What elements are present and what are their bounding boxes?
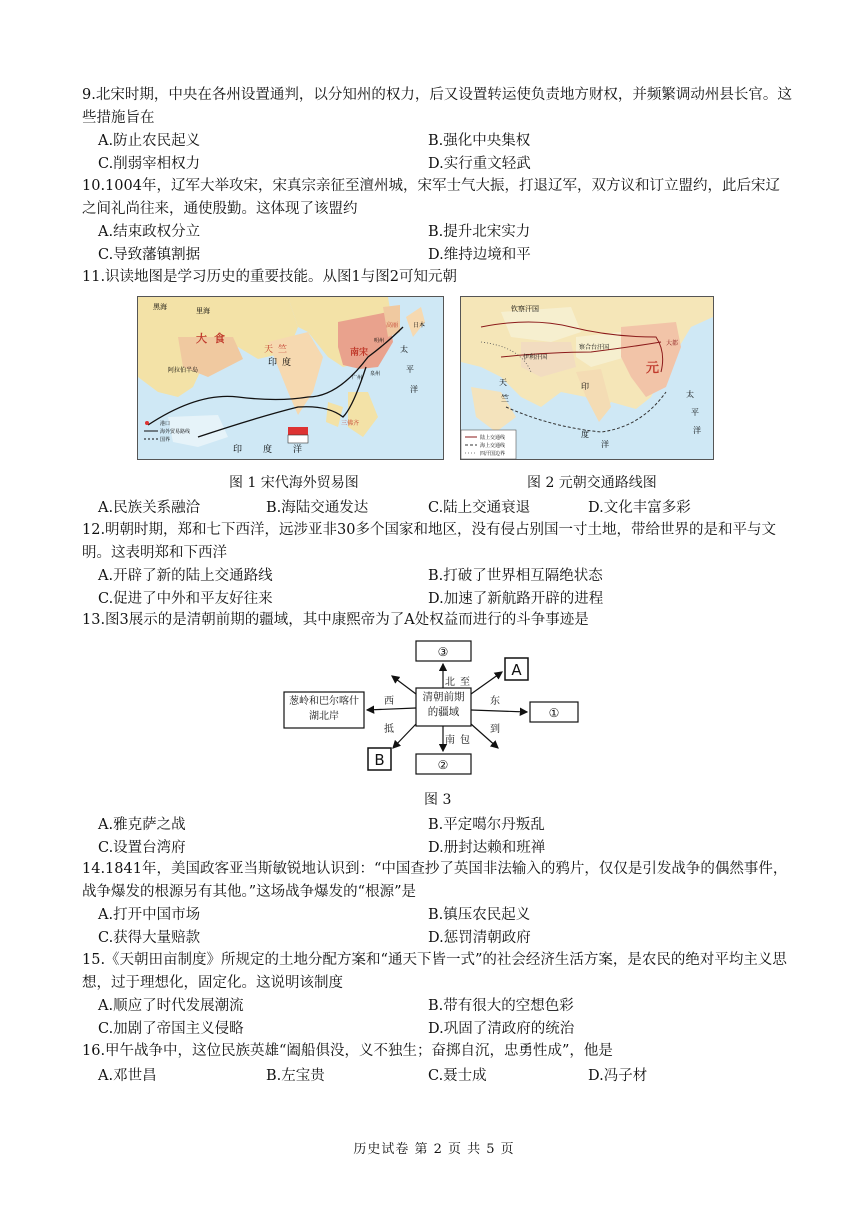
fig1-label-arabia: 阿拉伯半岛 [168,367,199,374]
box-a-label: A [511,661,522,679]
q16-option-c[interactable]: C.聂士成 [428,1068,487,1084]
q12-option-d[interactable]: D.加速了新航路开辟的进程 [428,591,604,607]
qing-territory-diagram [280,636,580,782]
fig1-label-dashi-2: 食 [214,332,225,345]
fig1-label-zhu: 竺 [278,345,288,355]
q12-option-c[interactable]: C.促进了中外和平友好往来 [98,591,273,607]
q9-option-d[interactable]: D.实行重文轻武 [428,156,531,172]
question-11-stem: 11.识读地图是学习历史的重要技能。从图1与图2可知元朝 [82,269,458,285]
west-box-label: 葱岭和巴尔喀什湖北岸 [289,696,359,722]
song-trade-map-graphic [138,297,443,459]
fig1-label-goryeo: 高丽 [386,322,399,329]
fig2-label-yang: 洋 [601,440,609,449]
fig1-label-yin: 印 [268,358,278,368]
q13-option-a[interactable]: A.雅克萨之战 [98,817,186,833]
q14-option-c[interactable]: C.获得大量赔款 [98,930,201,946]
fig2-label-golden-horde: 钦察汗国 [511,305,539,313]
fig1-label-japan: 日本 [413,322,426,329]
fig1-label-ping: 平 [406,365,414,374]
fig1-label-caspian: 里海 [196,307,210,315]
fig1-legend-route: 海外贸易路线 [160,429,191,435]
fig1-label-tian: 天 [264,345,274,355]
dir-south-label: 南包 [445,735,475,745]
fig1-label-tai: 太 [400,345,408,354]
fig2-label-yin: 印 [581,382,589,391]
fig1-label-southern-song: 南宋 [350,348,369,358]
q13-option-c[interactable]: C.设置台湾府 [98,840,186,856]
fig1-label-du: 度 [282,358,292,368]
dir-north-label: 北至 [445,677,475,687]
q15-option-c[interactable]: C.加剧了帝国主义侵略 [98,1021,244,1037]
question-16-stem: 16.甲午战争中，这位民族英雄“阖船俱没，义不独生；奋掷自沉，忠勇性成”，他是 [82,1043,613,1059]
fig1-label-ocean-du: 度 [263,445,273,455]
dir-west-label: 西抵 [384,696,394,734]
fig2-label-tai: 太 [686,390,694,399]
q9-option-c[interactable]: C.削弱宰相权力 [98,156,201,172]
q13-option-d[interactable]: D.册封达赖和班禅 [428,840,546,856]
q10-option-d[interactable]: D.维持边境和平 [428,247,531,263]
fig2-label-pacific-yang: 洋 [693,426,701,435]
fig1-label-quanzhou: 泉州 [370,371,381,377]
q15-option-d[interactable]: D.巩固了清政府的统治 [428,1021,575,1037]
yuan-transport-map-graphic [461,297,713,459]
question-12-stem: 12.明朝时期，郑和七下西洋，远涉亚非30多个国家和地区，没有侵占别国一寸土地，带给世界的是和平与文明。这表明郑和下西洋 [82,522,777,561]
fig2-label-du: 度 [581,430,589,439]
fig2-label-dadu: 大都 [666,340,679,347]
fig1-label-ocean-yin: 印 [233,445,243,455]
fig1-label-mingzhou: 明州 [374,338,385,344]
question-15-stem: 15.《天朝田亩制度》所规定的土地分配方案和“通天下皆一式”的社会经济生活方案，是农民的绝对平均主义思想，过于理想化，固定化。这说明该制度 [82,952,787,991]
fig2-label-ping: 平 [691,408,699,417]
figure1-caption: 图 1 宋代海外贸易图 [229,475,359,491]
q16-option-d[interactable]: D.冯子材 [588,1068,648,1084]
q11-option-d[interactable]: D.文化丰富多彩 [588,500,691,516]
fig1-legend-port: 港口 [160,421,171,427]
fig2-legend-khanate: 四汗国边界 [480,451,506,457]
box-2-label: ② [437,758,449,772]
fig2-label-yuan: 元 [646,361,660,376]
q11-option-c[interactable]: C.陆上交通衰退 [428,500,531,516]
fig1-label-dashi-1: 大 [196,332,207,345]
fig1-label-srivijaya: 三佛齐 [341,420,360,427]
box-3-label: ③ [437,645,449,659]
q16-option-b[interactable]: B.左宝贵 [266,1068,325,1084]
q15-option-b[interactable]: B.带有很大的空想色彩 [428,998,574,1014]
fig1-label-guangzhou: 广州 [352,375,363,381]
fig2-label-fang: 竺 [501,394,509,403]
fig2-legend-land: 陆上交通线 [480,435,506,441]
box-1-label: ① [548,706,560,720]
dir-east-label: 东到 [490,696,500,734]
q9-option-a[interactable]: A.防止农民起义 [98,133,201,149]
yuan-transport-map [460,296,714,460]
figure3-caption: 图 3 [424,792,452,808]
song-trade-map [137,296,444,460]
fig2-label-chagatai: 察合台汗国 [579,344,610,351]
q9-option-b[interactable]: B.强化中央集权 [428,133,531,149]
question-14-stem: 14.1841年，美国政客亚当斯敏锐地认识到：“中国查抄了英国非法输入的鸦片，仅仅是引发战争的偶然事件，战争爆发的根源另有其他。”这场战争爆发的“根源”是 [82,861,788,900]
center-label: 清朝前期的疆域 [422,691,465,718]
fig2-label-tian: 天 [499,378,507,387]
fig1-label-black-sea: 黑海 [153,303,167,311]
fig1-legend-border: 国界 [160,437,171,443]
q12-option-a[interactable]: A.开辟了新的陆上交通路线 [98,568,273,584]
q14-option-a[interactable]: A.打开中国市场 [98,907,201,923]
page-footer: 历史试卷 第 2 页 共 5 页 [353,1142,515,1157]
fig2-label-ilkhanate: 伊利汗国 [523,354,548,361]
fig1-label-ocean-yang: 洋 [293,445,303,455]
q12-option-b[interactable]: B.打破了世界相互隔绝状态 [428,568,603,584]
q13-option-b[interactable]: B.平定噶尔丹叛乱 [428,817,545,833]
question-13-stem: 13.图3展示的是清朝前期的疆域，其中康熙帝为了A处权益而进行的斗争事迹是 [82,612,589,628]
q10-option-b[interactable]: B.提升北宋实力 [428,224,531,240]
box-b-label: B [374,751,385,769]
q10-option-c[interactable]: C.导致藩镇割据 [98,247,201,263]
q14-option-d[interactable]: D.惩罚清朝政府 [428,930,531,946]
q14-option-b[interactable]: B.镇压农民起义 [428,907,531,923]
q11-option-a[interactable]: A.民族关系融洽 [98,500,201,516]
question-10-stem: 10.1004年，辽军大举攻宋，宋真宗亲征至澶州城，宋军士气大振，打退辽军，双方议和订立盟约，此后宋辽之间礼尚往来，通使殷勤。这体现了该盟约 [82,178,780,217]
fig2-legend-sea: 海上交通线 [480,443,506,449]
q11-option-b[interactable]: B.海陆交通发达 [266,500,369,516]
q10-option-a[interactable]: A.结束政权分立 [98,224,201,240]
q15-option-a[interactable]: A.顺应了时代发展潮流 [98,998,244,1014]
figure2-caption: 图 2 元朝交通路线图 [527,475,657,491]
fig1-label-yang: 洋 [410,385,418,394]
q16-option-a[interactable]: A.邓世昌 [98,1068,157,1084]
question-9-stem: 9.北宋时期，中央在各州设置通判，以分知州的权力，后又设置转运使负责地方财权，并频繁调动州县长官。这些措施旨在 [82,87,792,126]
